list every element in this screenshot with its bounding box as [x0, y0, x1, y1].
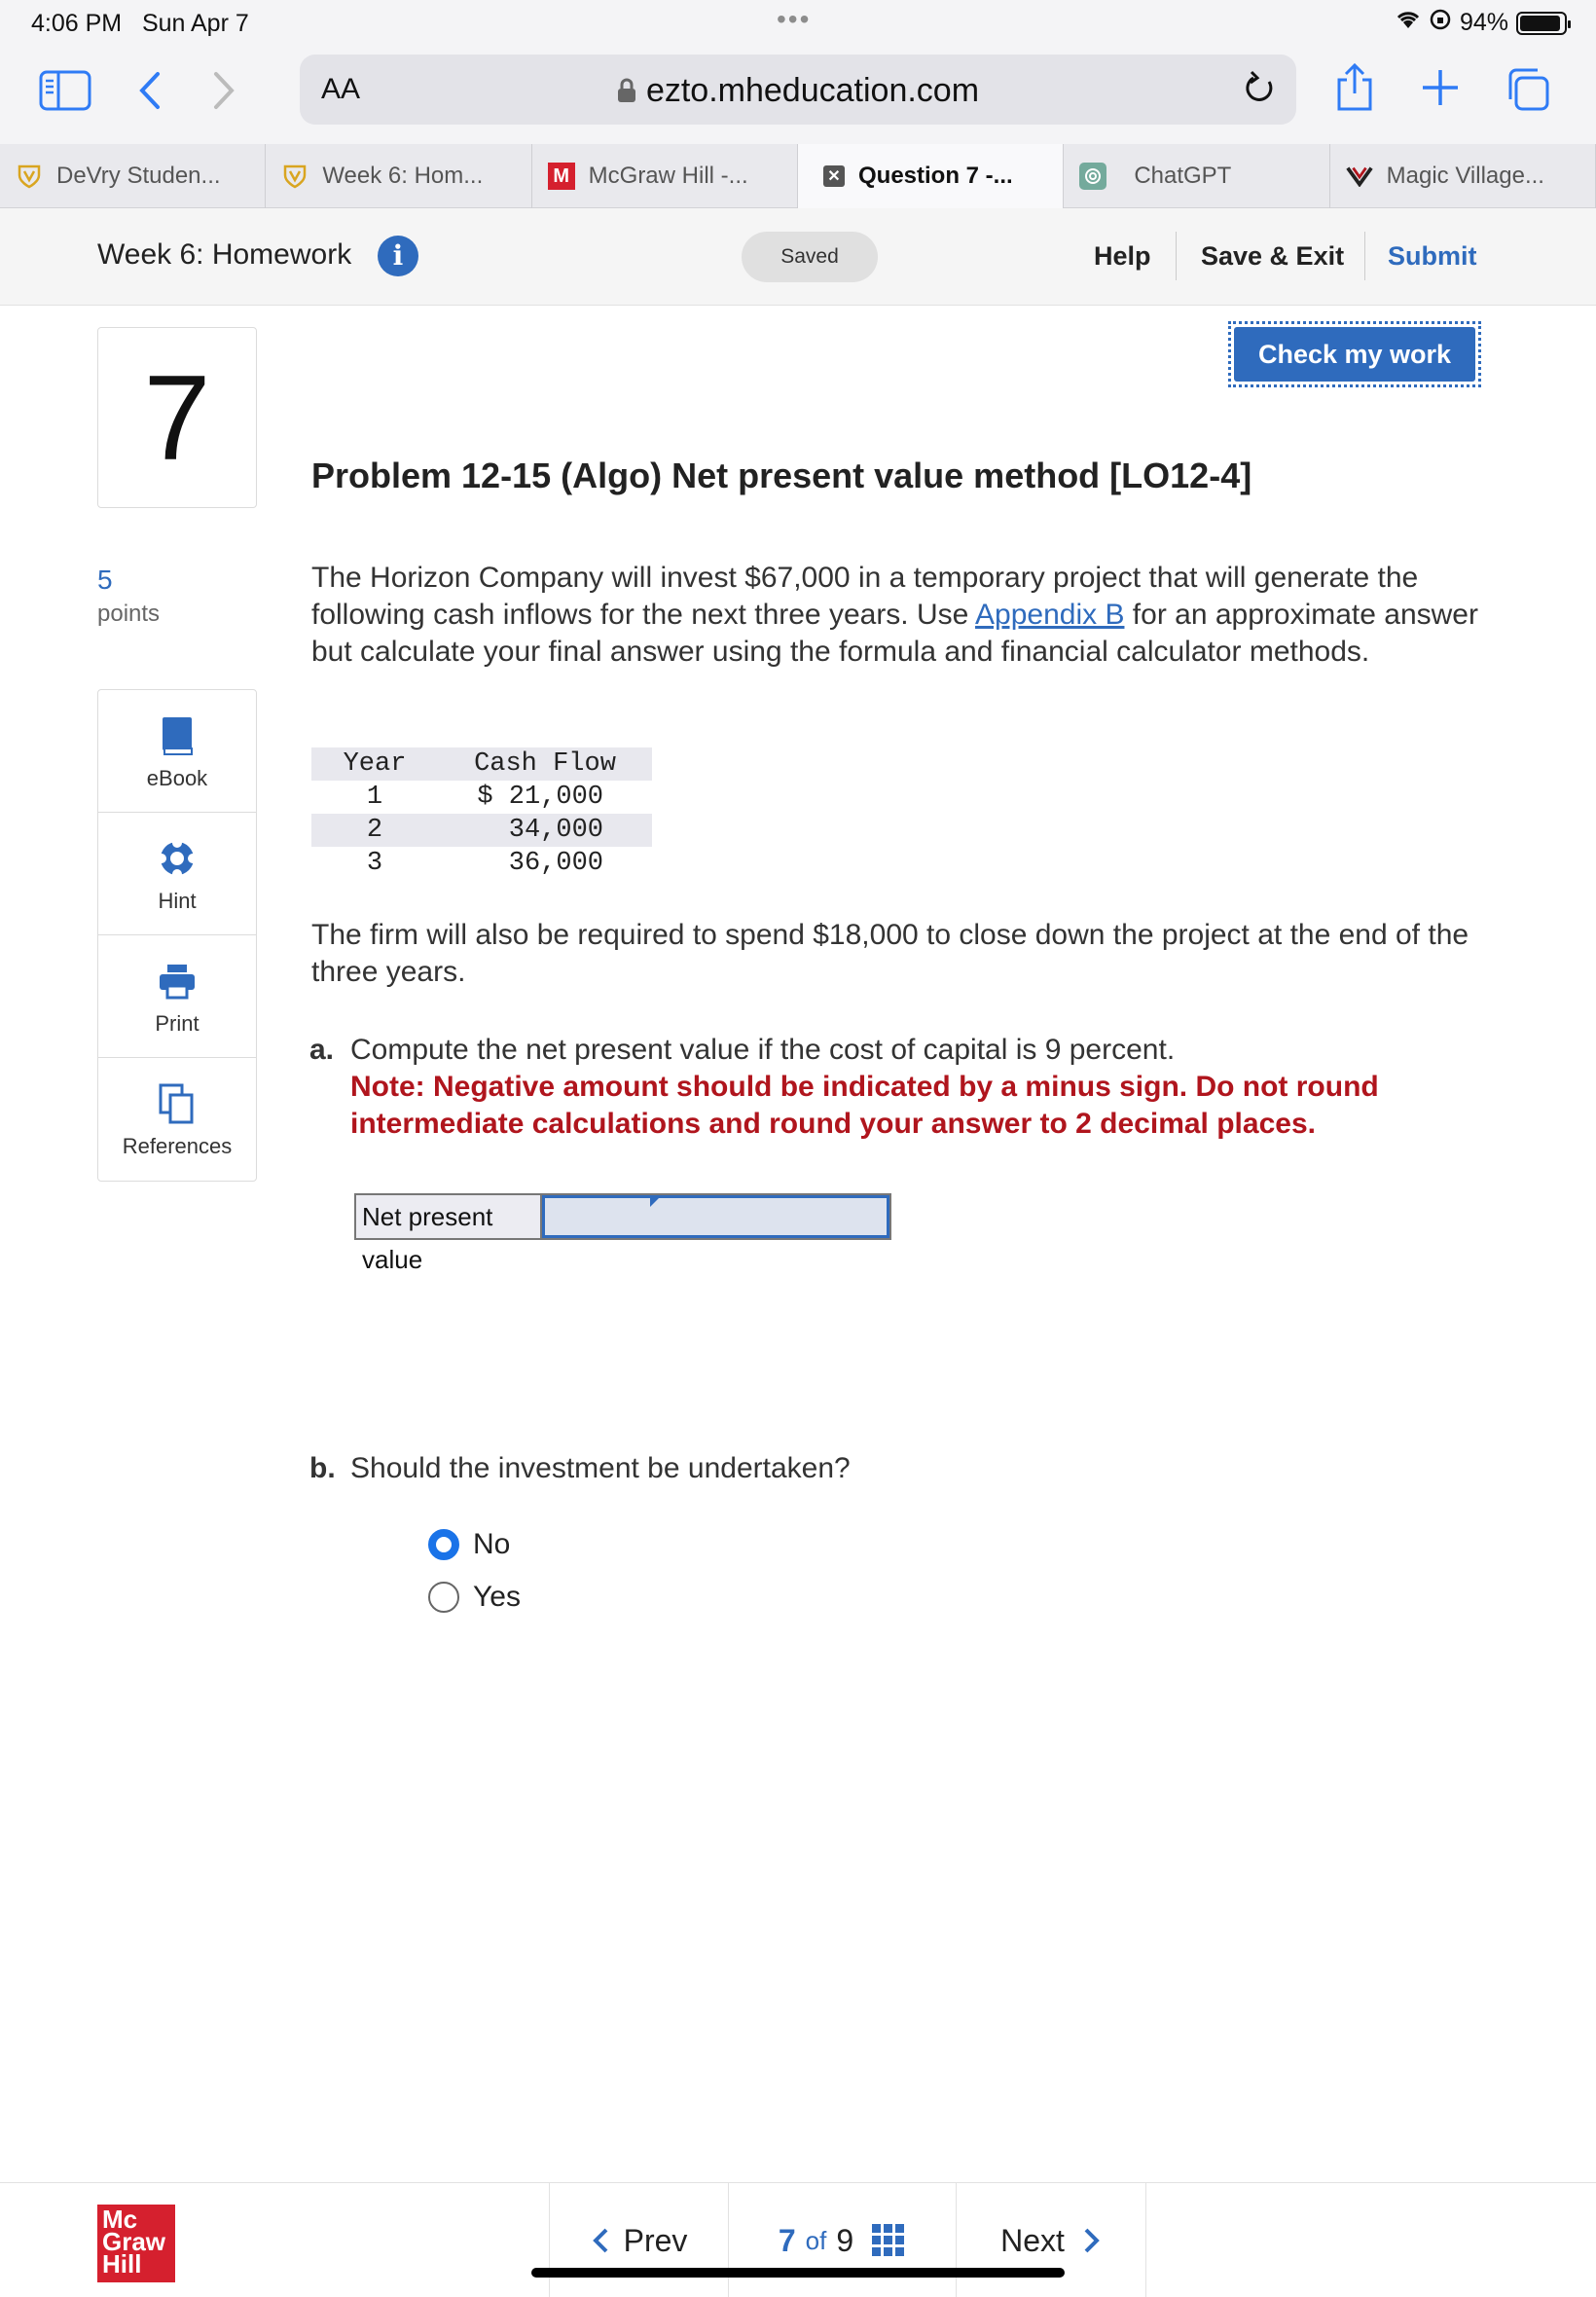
- browser-tab-mcgraw-hill[interactable]: M McGraw Hill -...: [532, 144, 798, 208]
- question-number: 7: [97, 327, 257, 508]
- url-display[interactable]: ezto.mheducation.com: [300, 72, 1296, 110]
- npv-answer-row: [354, 1193, 891, 1274]
- forward-icon[interactable]: [210, 68, 239, 113]
- reader-aa-button[interactable]: AA: [321, 73, 361, 105]
- part-a-note: Note: Negative amount should be indicated by a minus sign. Do not round intermediate calculations and round your answer to 2 decimal places.: [350, 1071, 1379, 1140]
- radio-option-yes[interactable]: Yes: [428, 1581, 521, 1614]
- radio-option-no[interactable]: No: [428, 1528, 510, 1561]
- cash-flow-table: [311, 747, 652, 880]
- close-icon[interactable]: ✕: [823, 165, 845, 187]
- points-value: 5: [97, 565, 113, 595]
- lifebuoy-icon: [98, 836, 256, 881]
- browser-tab-chatgpt[interactable]: ChatGPT: [1064, 144, 1329, 208]
- problem-intro: The Horizon Company will invest $67,000 in a temporary project that will generate the following cash inflows for the next three years. Use Appendix B for an approximate answer but calculate your final answer using the formula and financial calculator methods.: [311, 562, 1478, 668]
- printer-icon: [98, 959, 256, 1003]
- check-my-work-button[interactable]: Check my work: [1228, 321, 1481, 387]
- npv-label: Net present value: [356, 1195, 542, 1238]
- save-exit-button[interactable]: Save & Exit: [1201, 241, 1345, 271]
- question-pager: [549, 2183, 1146, 2297]
- prev-button[interactable]: Prev: [549, 2183, 728, 2297]
- status-time: 4:06 PM Sun Apr 7: [31, 10, 249, 37]
- divider: [1176, 232, 1177, 280]
- new-tab-plus-icon[interactable]: [1419, 66, 1462, 109]
- share-icon[interactable]: [1333, 62, 1376, 113]
- table-row: 2 34,000: [311, 814, 652, 847]
- mcgraw-hill-m-icon: M: [548, 163, 575, 190]
- problem-title: Problem 12-15 (Algo) Net present value method [LO12-4]: [311, 456, 1252, 495]
- browser-tab-magic-village[interactable]: Magic Village...: [1330, 144, 1596, 208]
- chevron-right-icon: [1082, 2226, 1102, 2255]
- radio-yes[interactable]: [428, 1582, 459, 1613]
- part-b-question: Should the investment be undertaken?: [350, 1452, 851, 1484]
- battery-percent: 94%: [1459, 9, 1508, 36]
- divider: [1364, 232, 1365, 280]
- home-indicator: [531, 2268, 1065, 2278]
- devry-shield-icon: [16, 163, 43, 190]
- table-row: 3 36,000: [366, 849, 603, 878]
- address-bar[interactable]: [300, 55, 1296, 125]
- references-button[interactable]: References: [98, 1058, 256, 1181]
- next-button[interactable]: Next: [956, 2183, 1146, 2297]
- assignment-title: Week 6: Homework: [97, 238, 352, 271]
- mcgraw-hill-logo: Mc Graw Hill: [97, 2205, 175, 2282]
- multitasking-dots-icon[interactable]: •••: [777, 4, 812, 34]
- magic-village-icon: [1346, 163, 1373, 190]
- question-map-button[interactable]: 7 of 9: [728, 2183, 956, 2297]
- part-a: a. Compute the net present value if the cost of capital is 9 percent. Note: Negative amount should be indicated by a minus sign. Do not round intermediate calculations and round your answer to 2 decimal places.: [309, 1032, 1516, 1143]
- saved-status-badge: Saved: [742, 232, 878, 282]
- browser-tab-strip: [0, 144, 1596, 208]
- status-indicators: [1396, 8, 1567, 38]
- status-bar: [0, 0, 1596, 47]
- points-label: points: [97, 601, 161, 627]
- orientation-lock-icon: [1429, 8, 1452, 38]
- devry-shield-icon: [281, 163, 308, 190]
- part-a-question: Compute the net present value if the cost of capital is 9 percent.: [350, 1034, 1176, 1066]
- copy-documents-icon: [98, 1081, 256, 1126]
- input-corner-marker: [650, 1195, 662, 1207]
- browser-tab-question-7[interactable]: ✕ Question 7 -...: [798, 144, 1064, 208]
- browser-tab-devry-student[interactable]: DeVry Studen...: [0, 144, 266, 208]
- help-button[interactable]: Help: [1094, 241, 1151, 271]
- table-header-row: Year Cash Flow: [311, 747, 652, 781]
- print-button[interactable]: Print: [98, 935, 256, 1058]
- info-icon[interactable]: i: [378, 236, 418, 276]
- sidebar-toggle-icon[interactable]: [39, 70, 91, 111]
- problem-closing: The firm will also be required to spend $18,000 to close down the project at the end of the three years.: [311, 919, 1469, 988]
- npv-input[interactable]: [542, 1195, 889, 1238]
- lock-icon: [617, 78, 636, 103]
- part-b: b. Should the investment be undertaken?: [309, 1452, 851, 1484]
- assignment-header: [0, 208, 1596, 306]
- chatgpt-icon: [1079, 163, 1106, 190]
- ebook-button[interactable]: eBook: [98, 690, 256, 813]
- chevron-left-icon: [591, 2226, 610, 2255]
- submit-button[interactable]: Submit: [1388, 241, 1477, 271]
- radio-no-selected[interactable]: [428, 1529, 459, 1560]
- appendix-b-link[interactable]: Appendix B: [975, 599, 1125, 631]
- wifi-icon: [1396, 9, 1421, 37]
- hint-button[interactable]: Hint: [98, 813, 256, 935]
- back-icon[interactable]: [134, 68, 163, 113]
- battery-icon: [1516, 12, 1567, 35]
- grid-icon: [871, 2223, 906, 2258]
- tab-overview-icon[interactable]: [1505, 66, 1551, 113]
- browser-tab-week6[interactable]: Week 6: Hom...: [266, 144, 531, 208]
- footer-nav: [0, 2182, 1596, 2297]
- table-row: 1 $ 21,000: [366, 783, 603, 812]
- question-tools: [97, 689, 257, 1182]
- browser-toolbar: [0, 47, 1596, 144]
- reload-icon[interactable]: [1240, 68, 1279, 114]
- book-icon: [98, 713, 256, 758]
